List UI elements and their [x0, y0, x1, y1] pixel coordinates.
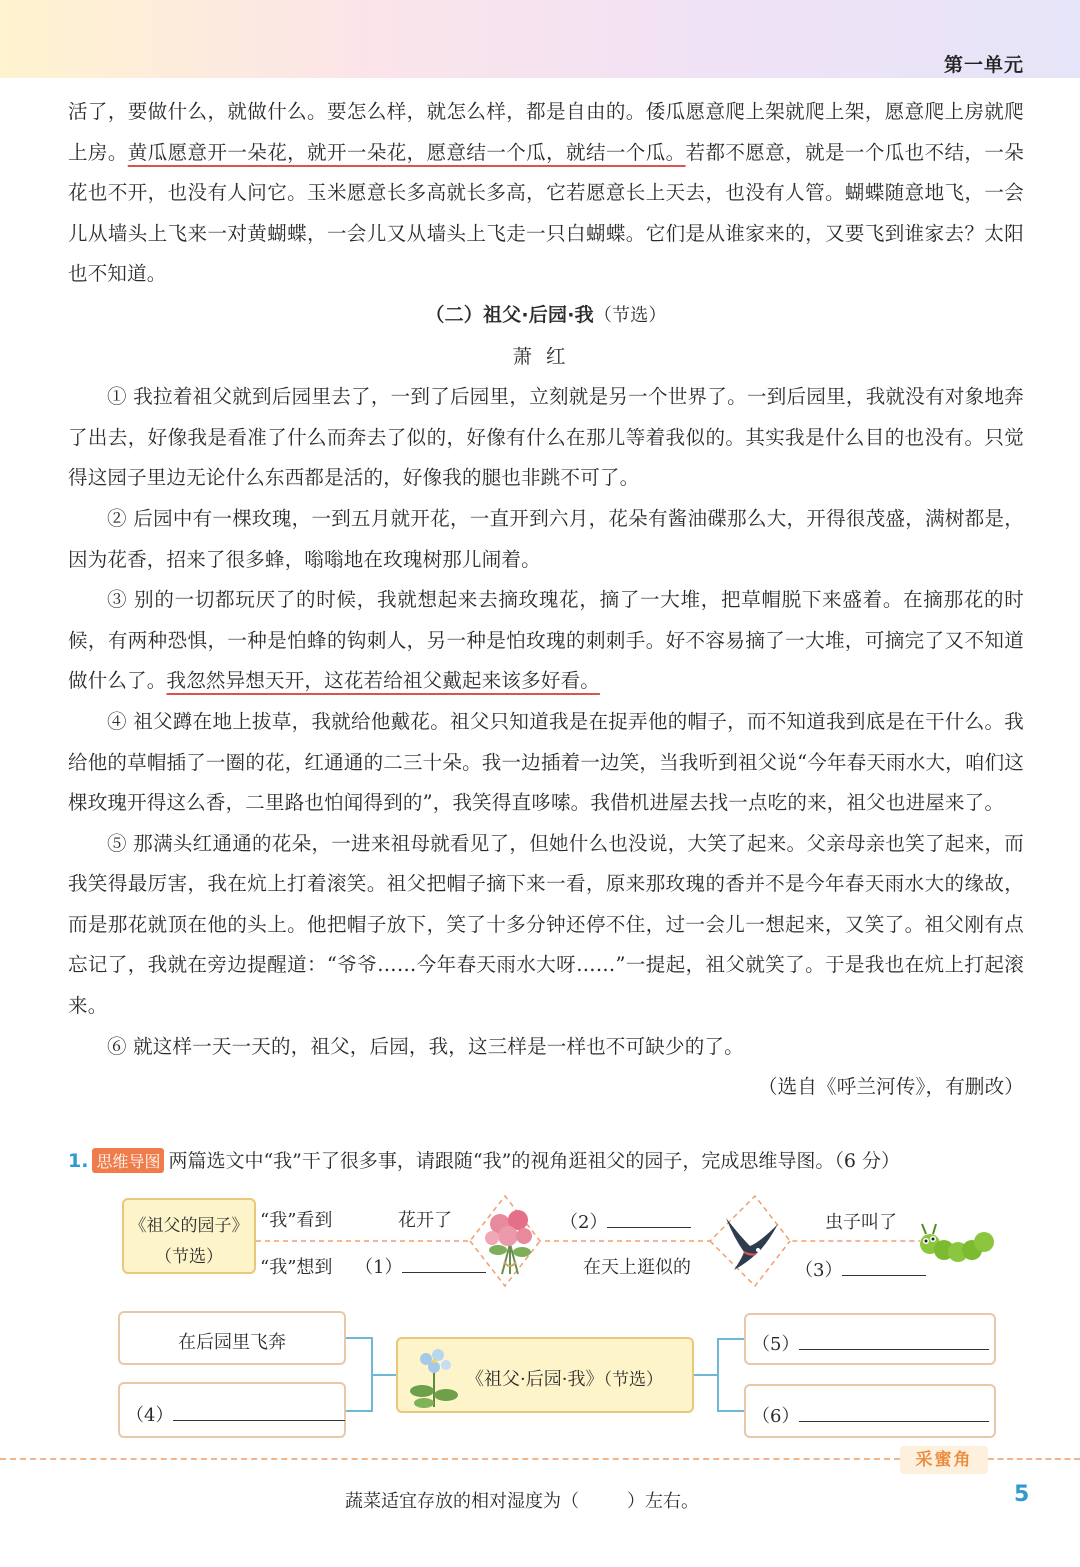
blank-4-line[interactable] [173, 1402, 345, 1421]
blank-6 [752, 1402, 989, 1428]
blank-6-line[interactable] [799, 1403, 989, 1422]
mindmap1-book-title: 《祖父的园子》 [129, 1216, 249, 1236]
sky-label: 在天上逛似的 [583, 1257, 691, 1278]
footer-tip-blank[interactable] [579, 1489, 627, 1507]
paragraph-5: ⑤ 那满头红通通的花朵，一进来祖母就看见了，但她什么也没说，大笑了起来。父亲母亲也笑了起来，而我笑得最厉害，我在炕上打着滚笑。祖父把帽子摘下来一看，原来那玫瑰的香并不是今年春天雨水大的缘故，而是那花就顶在他的头上。他把帽子放下，笑了十多分钟还停不住，过一会儿一想起来，又笑了。祖父刚有点忘记了，我就在旁边提醒道：“爷爷……今年春天雨水大呀……”一提起，祖父就笑了。于是我也在炕上打起滚来。 [68, 831, 1024, 1018]
blank-4 [126, 1401, 345, 1427]
paragraph-2: ② 后园中有一棵玫瑰，一到五月就开花，一直开到六月，花朵有酱油碟那么大，开得很茂盛，满树都是，因为花香，招来了很多蜂，嗡嗡地在玫瑰树那儿闹着。 [68, 506, 1024, 571]
blank-1 [355, 1253, 486, 1279]
mindmap2-center-title: 《祖父·后园·我》 [466, 1369, 604, 1390]
unit-label: 第一单元 [943, 54, 1024, 76]
blank-2 [560, 1208, 691, 1234]
swallow-icon [720, 1212, 786, 1278]
mindmap2-right-top [744, 1313, 996, 1365]
footer-divider-right [988, 1458, 1080, 1460]
question-number: 1. [68, 1150, 89, 1172]
caterpillar-icon [918, 1214, 996, 1270]
paragraph-1: ① 我拉着祖父就到后园里去了，一到了后园里，立刻就是另一个世界了。一到后园里，我就没有对象地奔了出去，好像我是看准了什么而奔去了似的，好像有什么在那儿等着我似的。其实我是什么目的也没有。只觉得这园子里边无论什么东西都是活的，好像我的腿也非跳不可了。 [68, 385, 1024, 490]
mindmap2-right-bottom [744, 1384, 996, 1438]
mindmap2-left-bottom [118, 1382, 346, 1438]
paragraph-3-underlined: 我忽然异想天开，这花若给祖父戴起来该多好看。 [166, 669, 600, 693]
blank-3-label: （3） [795, 1260, 843, 1281]
passage2-author: 萧红 [512, 344, 580, 368]
footer-tip-text-a: 蔬菜适宜存放的相对湿度为（ [345, 1491, 579, 1512]
footer-divider-left [0, 1458, 900, 1460]
footer-tip-text-b: ）左右。 [627, 1491, 699, 1512]
paragraph-6: ⑥ 就这样一天一天的，祖父，后园，我，这三样是一样也不可缺少的了。 [107, 1034, 744, 1058]
blank-3 [795, 1256, 926, 1282]
passage2-title-text: （二）祖父·后园·我 [425, 303, 594, 326]
blank-5 [752, 1330, 989, 1356]
blank-5-label: （5） [752, 1334, 800, 1355]
paragraph-4: ④ 祖父蹲在地上拔草，我就给他戴花。祖父只知道我是在捉弄他的帽子，而不知道我到底是在干什么。我给他的草帽插了一圈的花，红通通的二三十朵。我一边插着一边笑，当我听到祖父说“今年春天雨水大，咱们这棵玫瑰开得这么香，二里路也怕闻得到的”，我笑得直哆嗦。我借机进屋去找一点吃的来，祖父也进屋来了。 [68, 709, 1024, 815]
blank-2-label: （2） [560, 1212, 608, 1233]
passage2-title-note: （节选） [593, 304, 667, 326]
mindmap2-center-label [466, 1365, 663, 1391]
thought-label: “我”想到 [260, 1257, 333, 1278]
passage1-text-b: 若都不愿意，就是一个瓜也不结，一朵花也不开，也没有人问它。玉米愿意长多高就长多高，它若愿意长上天去，也没有人管。蝴蝶随意地飞，一会儿从墙头上飞来一对黄蝴蝶，一会儿又从墙头上飞走一只白蝴蝶。它们是从谁家来的，又要飞到谁家去？太阳也不知道。 [68, 140, 1024, 286]
saw-label: “我”看到 [260, 1210, 333, 1231]
mindmap1-root [122, 1198, 256, 1274]
page-number: 5 [1014, 1482, 1030, 1507]
plant-icon [406, 1345, 462, 1409]
blank-6-label: （6） [752, 1406, 800, 1427]
blank-3-line[interactable] [842, 1257, 926, 1276]
question-text: 两篇选文中“我”干了很多事，请跟随“我”的视角逛祖父的园子，完成思维导图。（6 分） [168, 1150, 900, 1172]
passage1-text-a: 活了，要做什么，就做什么。要怎么样，就怎么样，都是自由的。倭瓜愿意爬上架就爬上架，愿意爬上房就爬上房。 [68, 100, 1024, 164]
mindmap2-left-top [118, 1311, 346, 1365]
blank-2-line[interactable] [607, 1209, 691, 1228]
bug-label: 虫子叫了 [825, 1212, 897, 1233]
flower-label: 花开了 [398, 1210, 452, 1231]
mindmap1-book-note: （节选） [155, 1247, 223, 1267]
blank-1-line[interactable] [402, 1254, 486, 1273]
blank-1-label: （1） [355, 1257, 403, 1278]
blank-4-label: （4） [126, 1405, 174, 1426]
question-tag: 思维导图 [92, 1148, 164, 1173]
source-note: （选自《呼兰河传》，有删改） [757, 1075, 1024, 1099]
paragraph-3-text: ③ 别的一切都玩厌了的时候，我就想起来去摘玫瑰花，摘了一大堆，把草帽脱下来盛着。在摘那花的时候，有两种恐惧，一种是怕蜂的钩刺人，另一种是怕玫瑰的刺刺手。好不容易摘了一大堆，可摘完了又不知道做什么了。 [68, 588, 1024, 693]
footer-corner-tag: 采蜜角 [900, 1446, 988, 1474]
mindmap2-left-top-text: 在后园里飞奔 [178, 1332, 286, 1353]
mindmap2-center-note: （节选） [603, 1370, 663, 1390]
footer-tip [345, 1487, 699, 1513]
blank-5-line[interactable] [799, 1331, 989, 1350]
mindmap2-center [396, 1337, 694, 1413]
flower-icon [478, 1204, 542, 1278]
passage1-underlined: 黄瓜愿意开一朵花，就开一朵花，愿意结一个瓜，就结一个瓜。 [127, 140, 686, 164]
